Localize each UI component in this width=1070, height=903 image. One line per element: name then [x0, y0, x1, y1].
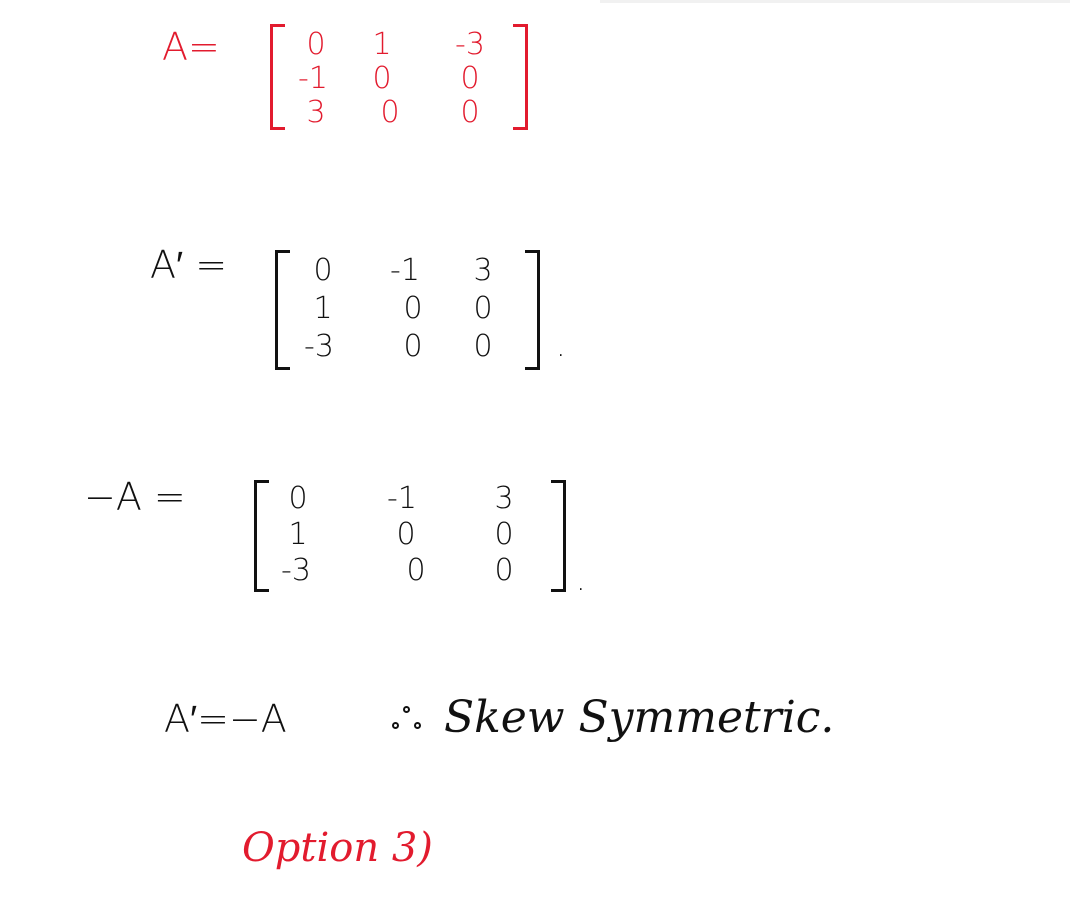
- matrix-neg-a-cell-r3c3: 0: [494, 553, 514, 588]
- matrix-neg-a-label: −A =: [84, 475, 186, 519]
- matrix-neg-a-cell-r1c1: 0: [288, 481, 308, 516]
- equality-statement: A′=−A: [164, 697, 287, 741]
- matrix-a-transpose-cell-r1c1: 0: [313, 253, 333, 288]
- matrix-a-right-bracket: [513, 24, 528, 130]
- skew-symmetric-text: Skew Symmetric.: [444, 692, 835, 743]
- matrix-a-transpose: [275, 250, 540, 370]
- matrix-a-transpose-cell-r2c3: 0: [473, 291, 493, 326]
- matrix-neg-a: [254, 480, 566, 592]
- matrix-a-transpose-right-bracket: [525, 250, 540, 370]
- matrix-a-transpose-cell-r1c2: -1: [390, 253, 420, 288]
- matrix-a-cell-r3c2: 0: [380, 95, 400, 130]
- matrix-neg-a-cell-r2c2: 0: [396, 517, 416, 552]
- matrix-neg-a-cell-r3c2: 0: [406, 553, 426, 588]
- therefore-icon: [392, 706, 428, 732]
- matrix-neg-a-cell-r2c1: 1: [288, 517, 308, 552]
- top-edge-strip: [600, 0, 1070, 3]
- matrix-a-transpose-cell-r1c3: 3: [473, 253, 493, 288]
- matrix-a-transpose-cell-r3c1: -3: [304, 329, 334, 364]
- matrix-a-cell-r2c3: 0: [460, 61, 480, 96]
- answer-option: Option 3): [242, 825, 433, 871]
- matrix-a-transpose-cell-r2c1: 1: [313, 291, 333, 326]
- matrix-neg-a-cell-r2c3: 0: [494, 517, 514, 552]
- matrix-a-cell-r2c2: 0: [372, 61, 392, 96]
- matrix-a-transpose-cell-r2c2: 0: [403, 291, 423, 326]
- matrix-a-transpose-label: A′ =: [150, 243, 228, 287]
- matrix-a-label: A=: [162, 25, 220, 69]
- matrix-a-cell-r1c1: 0: [306, 27, 326, 62]
- matrix-a-cell-r3c1: 3: [306, 95, 326, 130]
- matrix-a: [270, 24, 528, 130]
- matrix-neg-a-right-bracket: [551, 480, 566, 592]
- matrix-a-cell-r1c2: 1: [372, 27, 392, 62]
- matrix-a-cell-r3c3: 0: [460, 95, 480, 130]
- matrix-neg-a-cell-r1c3: 3: [494, 481, 514, 516]
- matrix-a-transpose-cell-r3c2: 0: [403, 329, 423, 364]
- matrix-neg-a-cell-r3c1: -3: [281, 553, 311, 588]
- matrix-a-transpose-left-bracket: [275, 250, 290, 370]
- matrix-neg-a-terminator: .: [576, 563, 586, 598]
- matrix-a-left-bracket: [270, 24, 285, 130]
- matrix-a-cell-r2c1: -1: [298, 61, 328, 96]
- matrix-a-transpose-terminator: .: [556, 329, 566, 364]
- matrix-a-cell-r1c3: -3: [455, 27, 485, 62]
- matrix-a-transpose-cell-r3c3: 0: [473, 329, 493, 364]
- matrix-neg-a-cell-r1c2: -1: [387, 481, 417, 516]
